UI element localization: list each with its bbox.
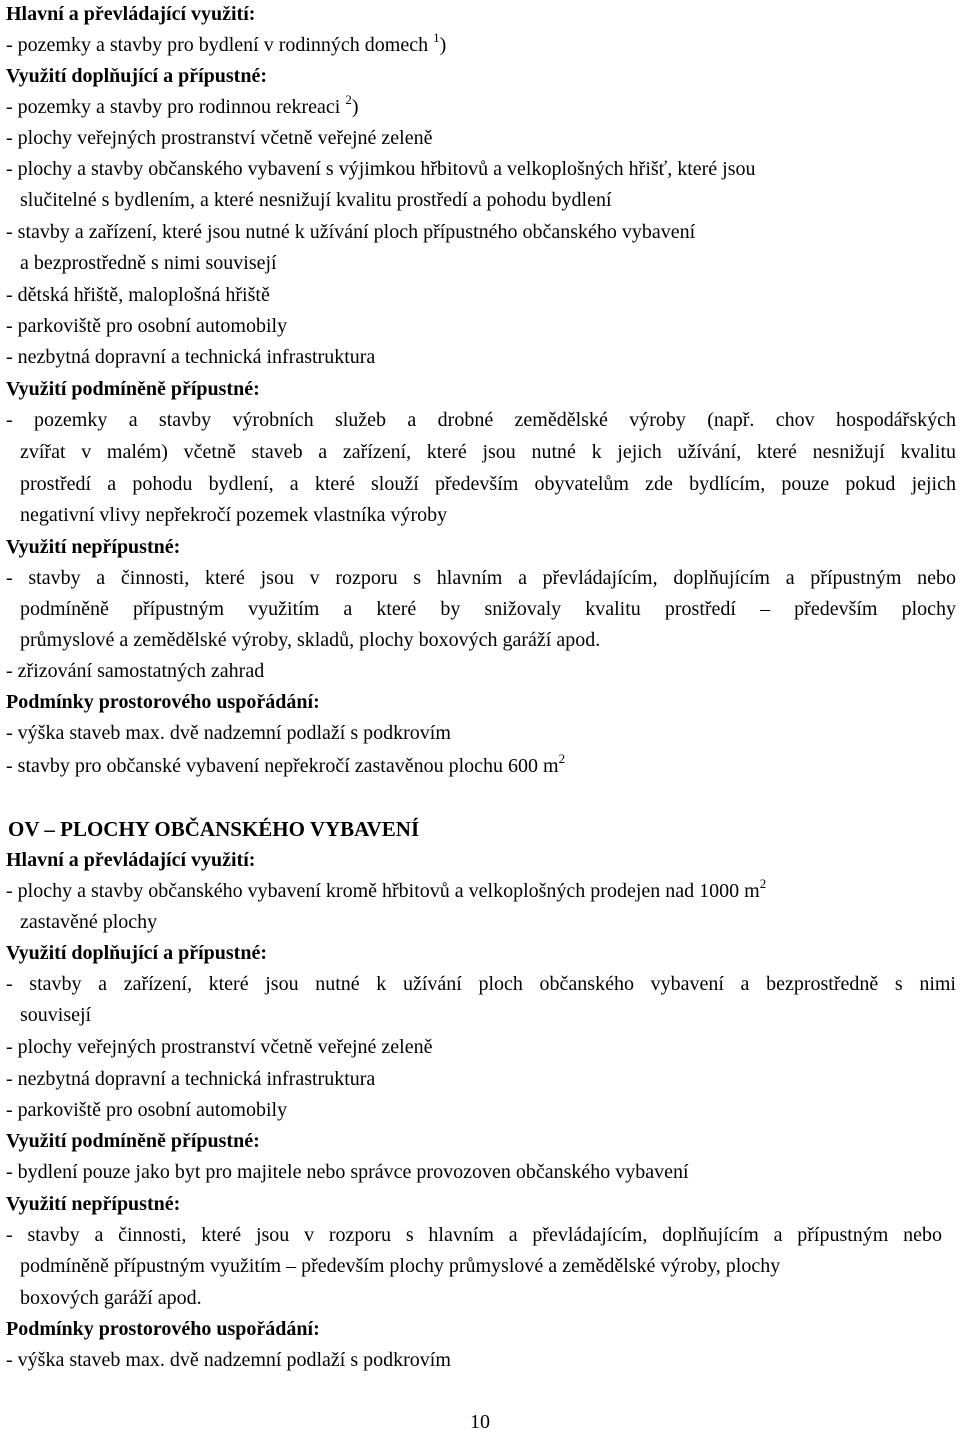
paragraph-line: podmíněně přípustným využitím – především plochy průmyslové a zemědělské výroby, plochy [20, 1255, 781, 1277]
list-item-continuation: souvisejí [20, 1004, 92, 1026]
list-item: - bydlení pouze jako byt pro majitele nebo správce provozoven občanského vybavení [6, 1161, 689, 1183]
list-item-continuation: a bezprostředně s nimi souvisejí [20, 252, 277, 274]
list-item: - plochy a stavby občanského vybavení s výjimkou hřbitovů a velkoplošných hřišť, které jsou [6, 158, 756, 180]
heading-spatial-conditions: Podmínky prostorového uspořádání: [6, 1318, 320, 1340]
page-number: 10 [470, 1411, 490, 1433]
list-item: - nezbytná dopravní a technická infrastruktura [6, 1068, 376, 1090]
heading-main-use: Hlavní a převládající využití: [6, 3, 256, 25]
paragraph-line: prostředí a pohodu bydlení, a které slouží především obyvatelům zde bydlícím, pouze pokud jejich [20, 473, 956, 495]
list-item: - stavby pro občanské vybavení nepřekročí zastavěnou plochu 600 $m^2$ [6, 751, 566, 777]
list-item: - plochy a stavby občanského vybavení kromě hřbitovů a velkoplošných prodejen nad 1000 $m^2$ [6, 876, 767, 902]
paragraph-line: podmíněně přípustným využitím a které by snižovaly kvalitu prostředí – především plochy [20, 598, 956, 620]
list-item: - parkoviště pro osobní automobily [6, 1099, 288, 1121]
heading-additional-use: Využití doplňující a přípustné: [6, 942, 267, 964]
list-item: - zřizování samostatných zahrad [6, 660, 265, 682]
paragraph-line: zvířat v malém) včetně staveb a zařízení, které jsou nutné k jejich užívání, které nesnižují kvalitu [20, 441, 956, 463]
paragraph-line: negativní vlivy nepřekročí pozemek vlastníka výroby [20, 504, 448, 526]
heading-conditional-use: Využití podmíněně přípustné: [6, 1130, 260, 1152]
heading-spatial-conditions: Podmínky prostorového uspořádání: [6, 691, 320, 713]
list-item: - výška staveb max. dvě nadzemní podlaží s podkrovím [6, 722, 451, 744]
list-item: - nezbytná dopravní a technická infrastruktura [6, 346, 376, 368]
heading-additional-use: Využití doplňující a přípustné: [6, 65, 267, 87]
paragraph-line: průmyslové a zemědělské výroby, skladů, plochy boxových garáží apod. [20, 629, 601, 651]
list-item-continuation: slučitelné s bydlením, a které nesnižují kvalitu prostředí a pohodu bydlení [20, 189, 612, 211]
heading-forbidden-use: Využití nepřípustné: [6, 536, 181, 558]
paragraph-line: - stavby a zařízení, které jsou nutné k užívání ploch občanského vybavení a bezprostředně s nimi [6, 973, 956, 995]
heading-main-use: Hlavní a převládající využití: [6, 849, 256, 871]
list-item: - výška staveb max. dvě nadzemní podlaží s podkrovím [6, 1349, 451, 1371]
heading-forbidden-use: Využití nepřípustné: [6, 1193, 181, 1215]
heading-conditional-use: Využití podmíněně přípustné: [6, 378, 260, 400]
list-item: - stavby a zařízení, které jsou nutné k užívání ploch přípustného občanského vybavení [6, 221, 696, 243]
paragraph-line: - pozemky a stavby výrobních služeb a drobné zemědělské výroby (např. chov hospodářských [6, 409, 956, 431]
list-item: - pozemky a stavby pro bydlení v rodinných domech $^1$) [6, 30, 447, 56]
list-item: - dětská hřiště, maloplošná hřiště [6, 284, 270, 306]
list-item: - parkoviště pro osobní automobily [6, 315, 288, 337]
list-item: - plochy veřejných prostranství včetně veřejné zeleně [6, 1036, 433, 1058]
list-item: - plochy veřejných prostranství včetně veřejné zeleně [6, 127, 433, 149]
list-item: - pozemky a stavby pro rodinnou rekreaci $^2$) [6, 92, 359, 118]
paragraph-line: boxových garáží apod. [20, 1287, 202, 1309]
list-item-continuation: zastavěné plochy [20, 911, 158, 933]
paragraph-line: - stavby a činnosti, které jsou v rozporu s hlavním a převládajícím, doplňujícím a přípustným nebo [6, 1224, 942, 1246]
section-title: OV – PLOCHY OBČANSKÉHO VYBAVENÍ [8, 817, 420, 841]
paragraph-line: - stavby a činnosti, které jsou v rozporu s hlavním a převládajícím, doplňujícím a přípustným nebo [6, 567, 956, 589]
